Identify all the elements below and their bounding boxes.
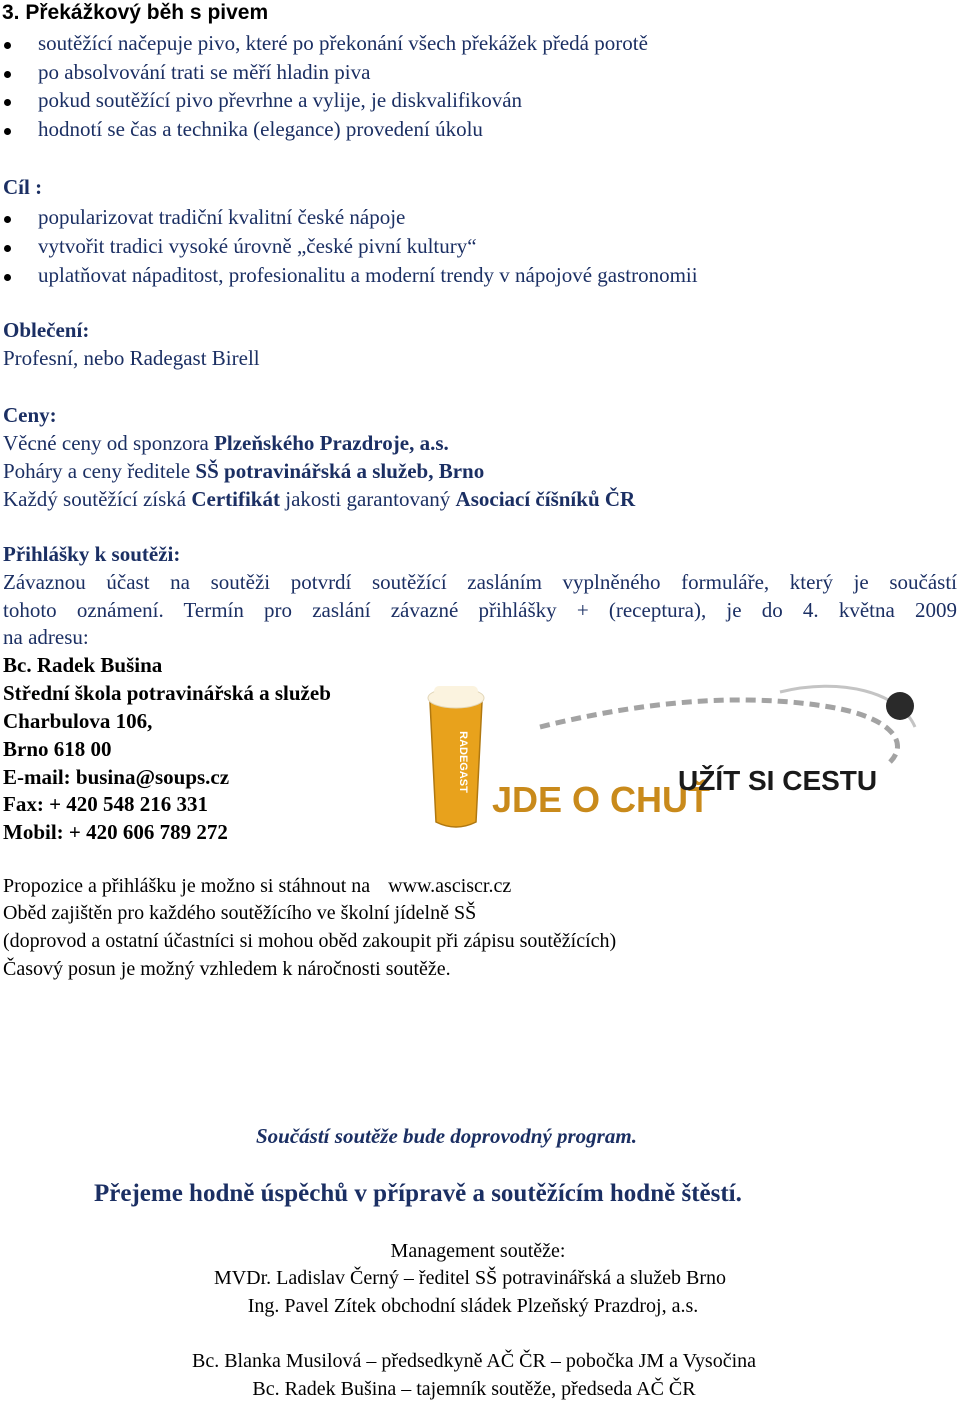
application-heading: Přihlášky k soutěži:	[3, 542, 181, 566]
clothing-heading: Oblečení:	[3, 318, 90, 342]
management-member: Bc. Blanka Musilová – předsedkyně AČ ČR – pobočka JM a Vysočina	[191, 1350, 756, 1372]
beer-glass-icon	[430, 702, 482, 827]
management-heading: Management soutěže:	[390, 1240, 566, 1262]
bullet-icon	[4, 42, 11, 49]
program-note: Součástí soutěže bude doprovodný program.	[256, 1124, 637, 1148]
beer-foam-top	[434, 686, 478, 696]
section-title: 3. Překážkový běh s pivem	[2, 1, 269, 24]
bullet-icon	[4, 128, 11, 135]
management-member: Ing. Pavel Zítek obchodní sládek Plzeňský Prazdroj, a.s.	[247, 1295, 699, 1317]
contact-name: Bc. Radek Bušina	[3, 653, 163, 677]
bullet-icon	[4, 216, 11, 223]
glass-brand-text: RADEGAST	[457, 731, 469, 793]
notes-download-line: Propozice a přihlášku je možno si stáhnout na www.asciscr.cz	[3, 875, 512, 897]
prize-line-sponsor: Věcné ceny od sponzora Plzeňského Prazdroje, a.s.	[3, 431, 449, 455]
clothing-text: Profesní, nebo Radegast Birell	[3, 346, 260, 370]
bullet-icon	[4, 245, 11, 252]
management-member: MVDr. Ladislav Černý – ředitel SŠ potravinářská a služeb Brno	[213, 1267, 727, 1289]
application-text-line: na adresu:	[3, 625, 89, 649]
notes-lunch-line: Oběd zajištěn pro každého soutěžícího ve školní jídelně SŠ	[3, 902, 477, 924]
notes-companions-line: (doprovod a ostatní účastníci si mohou oběd zakoupit při zápisu soutěžících)	[3, 930, 617, 952]
road-swirl	[540, 700, 898, 762]
website-link[interactable]: www.asciscr.cz	[388, 875, 512, 897]
prizes-heading: Ceny:	[3, 403, 57, 427]
contact-mobile: Mobil: + 420 606 789 272	[3, 820, 228, 844]
contact-email: E-mail: busina@soups.cz	[3, 765, 230, 789]
contact-school: Střední škola potravinářská a služeb	[3, 681, 331, 705]
contact-fax: Fax: + 420 548 216 331	[3, 792, 209, 816]
contact-street: Charbulova 106,	[3, 709, 153, 733]
bullet-icon	[4, 274, 11, 281]
wish-text: Přejeme hodně úspěchů v přípravě a soutěžícím hodně štěstí.	[94, 1180, 742, 1207]
bullet-icon	[4, 99, 11, 106]
slogan-primary: JDE O CHUŤ	[492, 779, 711, 820]
badge-icon	[886, 692, 914, 720]
management-member: Bc. Radek Bušina – tajemník soutěže, předseda AČ ČR	[252, 1378, 696, 1400]
slogan-secondary: UŽÍT SI CESTU	[678, 765, 878, 796]
application-text-line: tohoto oznámení. Termín pro zaslání závazné přihlášky + (receptura), je do 4. května 2009	[3, 598, 957, 622]
prize-line-certificate: Každý soutěžící získá Certifikát jakosti garantovaný Asociací číšníků ČR	[3, 487, 636, 511]
contact-city: Brno 618 00	[3, 737, 112, 761]
goal-heading: Cíl :	[3, 175, 43, 199]
beer-promo-image	[420, 672, 920, 852]
bullet-icon	[4, 71, 11, 78]
application-text-line: Závaznou účast na soutěži potvrdí soutěžící zasláním vyplněného formuláře, který je součástí	[3, 570, 957, 594]
prize-line-cups: Poháry a ceny ředitele SŠ potravinářská a služeb, Brno	[3, 459, 485, 483]
notes-time-line: Časový posun je možný vzhledem k náročnosti soutěže.	[3, 958, 451, 980]
